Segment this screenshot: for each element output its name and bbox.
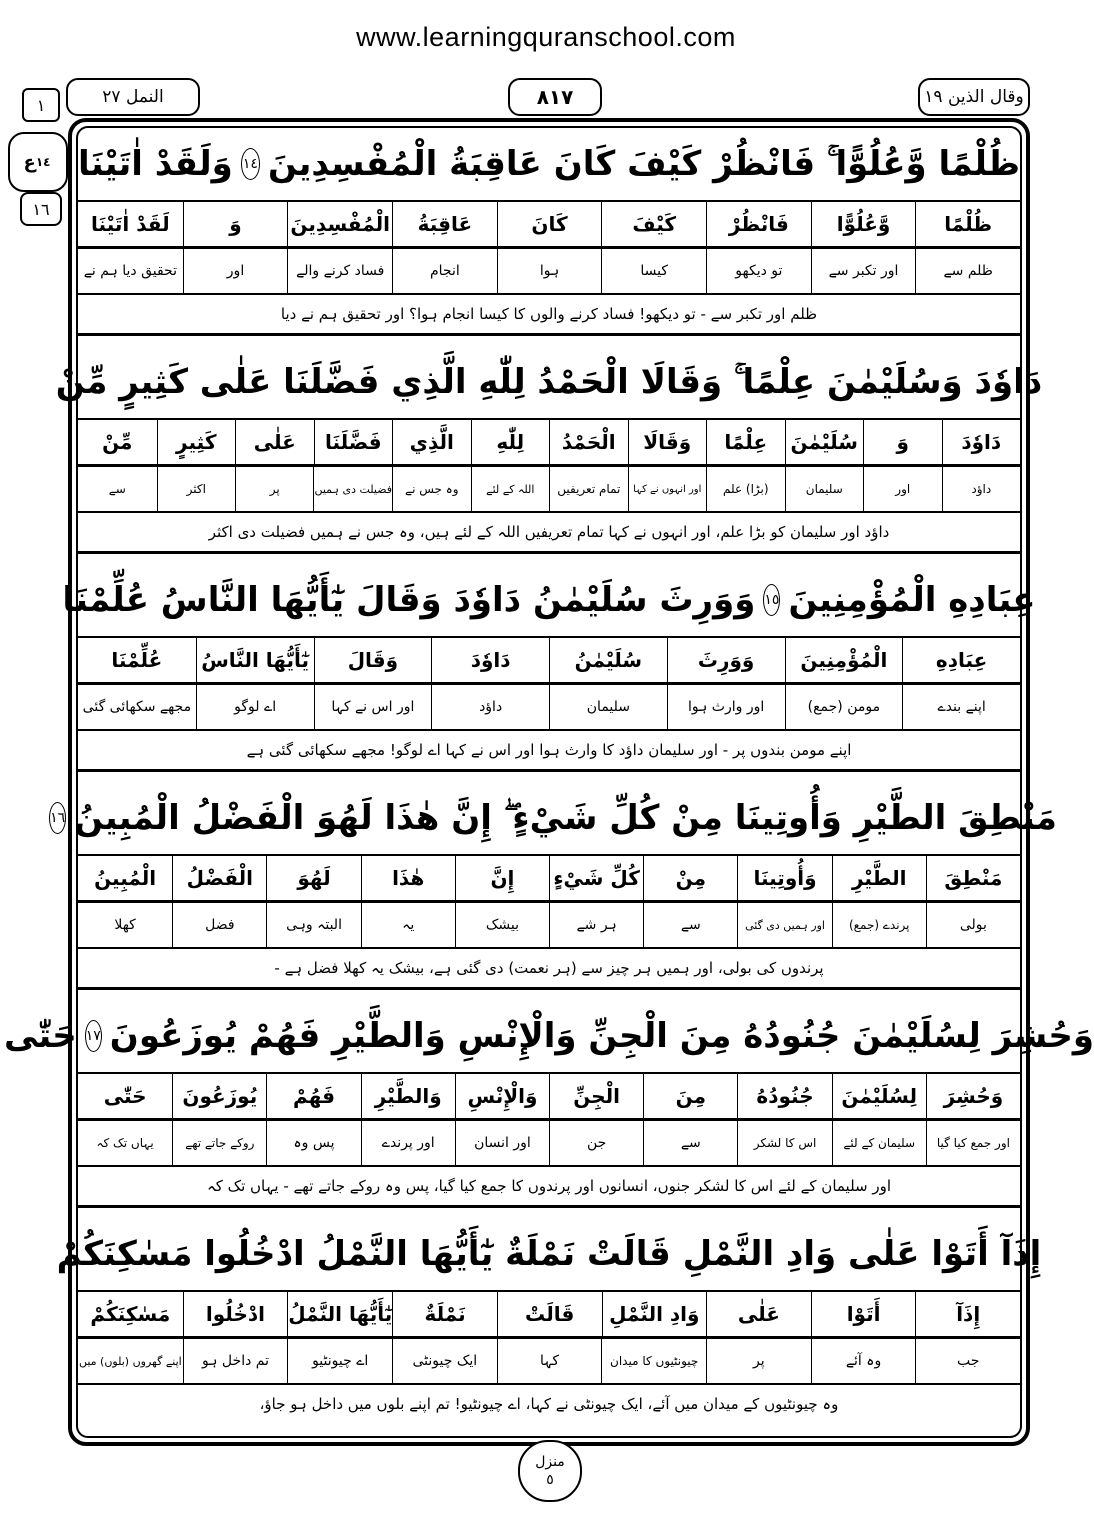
verse-block-4: [50, 782, 1057, 990]
word-cell: مِّنْ: [78, 420, 157, 465]
surah-title: النمل ٢٧: [102, 87, 164, 107]
word-cell: حَتّٰى: [78, 1074, 172, 1119]
word-cell: عَلٰى: [706, 1292, 811, 1337]
word-cell: عُلِّمْنَا: [78, 638, 196, 683]
meaning-cell: پس وہ: [266, 1121, 360, 1165]
arabic-text: وَحُشِرَ لِسُلَيْمٰنَ جُنُودُهُ مِنَ الْجِنِّ وَالْإِنْسِ وَالطَّيْرِ فَهُمْ يُوزَعُونَ: [109, 1016, 1094, 1056]
meaning-cell: (بڑا) علم: [706, 467, 785, 511]
word-cell: وَادِ النَّمْلِ: [602, 1292, 707, 1337]
arabic-line: [50, 782, 1057, 856]
arabic-tail: حَتّٰى: [3, 1016, 77, 1056]
word-cell: هٰذَا: [361, 856, 455, 901]
verse-block-2: [55, 346, 1043, 554]
word-row: [78, 202, 1020, 249]
meaning-row: [78, 1339, 1020, 1385]
meaning-row: [78, 1121, 1020, 1167]
word-cell: الْفَضْلُ: [172, 856, 266, 901]
meaning-cell: اور: [863, 467, 942, 511]
word-cell: وَالطَّيْرِ: [361, 1074, 455, 1119]
arabic-line: [3, 1000, 1094, 1074]
meaning-cell: اور وارث ہوا: [667, 685, 785, 729]
arabic-line: [78, 128, 1020, 202]
meaning-cell: یہاں تک کہ: [96, 1136, 154, 1150]
word-cell: كَانَ: [497, 202, 602, 247]
meaning-cell: روکے جاتے تھے: [172, 1121, 266, 1165]
meaning-cell: اور پرندے: [361, 1121, 455, 1165]
ruku-number: ١٤: [35, 155, 51, 169]
meaning-cell: وہ آئے: [811, 1339, 916, 1383]
meaning-cell: اکثر: [157, 467, 236, 511]
arabic-line: [56, 1218, 1042, 1292]
meaning-cell: فضل: [172, 903, 266, 947]
word-cell: إِنَّ: [455, 856, 549, 901]
word-cell: فَضَّلَنَا: [314, 420, 393, 465]
word-row: [78, 1292, 1020, 1339]
meaning-cell: سے: [643, 903, 737, 947]
verse-block-3: [62, 564, 1036, 772]
word-cell: الْجِنِّ: [549, 1074, 643, 1119]
word-cell: الْمُفْسِدِينَ: [287, 202, 392, 247]
meaning-row: [78, 903, 1020, 949]
meaning-cell: چیونٹیوں کا میدان: [601, 1339, 706, 1383]
word-cell: وَقَالَ: [314, 638, 432, 683]
meaning-cell: بولی: [926, 903, 1020, 947]
word-cell: مَنْطِقَ: [926, 856, 1020, 901]
arabic-text: ظُلْمًا وَّعُلُوًّا ۚ فَانْظُرْ كَيْفَ كَانَ عَاقِبَةُ الْمُفْسِدِينَ: [267, 144, 1020, 184]
website-url[interactable]: www.learningquranschool.com: [356, 22, 736, 52]
meaning-cell: سلیمان کے لئے: [832, 1121, 926, 1165]
meaning-cell: جن: [549, 1121, 643, 1165]
word-cell: كَثِيرٍ: [157, 420, 236, 465]
meaning-row: [78, 685, 1020, 731]
meaning-row: [78, 249, 1020, 295]
meaning-cell: تحقیق دیا ہم نے: [83, 263, 177, 279]
meaning-cell: سلیمان: [785, 467, 863, 511]
word-cell: ظُلْمًا: [915, 202, 1020, 247]
meaning-cell: اس کا لشکر: [737, 1121, 831, 1165]
ruku-sign: ع: [23, 151, 36, 173]
ayah-number-marker: ١٤: [241, 148, 260, 180]
meaning-cell: اور تکبر سے: [811, 249, 916, 293]
meaning-cell: اے لوگو: [196, 685, 314, 729]
word-row: [78, 1074, 1020, 1121]
translation-line: اپنے مومن بندوں پر - اور سلیمان داؤد کا وارث ہوا اور اس نے کہا اے لوگو! مجھے سکھائی گئی ہے: [78, 731, 1020, 772]
word-cell: ادْخُلُوا: [183, 1292, 288, 1337]
meaning-cell: اور اس نے کہا: [314, 685, 432, 729]
meaning-row: [78, 467, 1020, 513]
side-marker-top: [22, 88, 60, 122]
surah-title-badge: [66, 78, 200, 116]
word-cell: دَاوٗدَ: [942, 420, 1021, 465]
meaning-cell: یہ: [361, 903, 455, 947]
meaning-cell: مومن (جمع): [785, 685, 903, 729]
word-cell: مَسٰكِنَكُمْ: [78, 1292, 183, 1337]
meaning-cell: پر: [706, 1339, 811, 1383]
word-cell: لِلّٰهِ: [471, 420, 550, 465]
ayah-number-marker: ١٦: [49, 802, 66, 834]
manzil-badge: [518, 1440, 582, 1502]
meaning-cell: داؤد: [431, 685, 549, 729]
ayah-number-marker: ١٥: [763, 584, 780, 616]
arabic-text: إِذَآ أَتَوْا عَلٰى وَادِ النَّمْلِ قَالَتْ نَمْلَةٌ يٰٓأَيُّهَا النَّمْلُ ادْخُلُوا مَسٰكِنَكُمْ: [56, 1234, 1042, 1274]
word-cell: الَّذِي: [392, 420, 471, 465]
word-cell: الْحَمْدُ: [549, 420, 628, 465]
ruku-octagon: [8, 132, 68, 192]
arabic-tail: وَوَرِثَ سُلَيْمٰنُ دَاوٗدَ وَقَالَ يٰٓأَيُّهَا النَّاسُ عُلِّمْنَا: [62, 580, 756, 620]
para-title: وقال الذين ١٩: [924, 87, 1024, 107]
word-cell: كَيْفَ: [601, 202, 706, 247]
meaning-cell: ظلم سے: [915, 249, 1020, 293]
meaning-cell: سے: [643, 1121, 737, 1165]
page-number-badge: [508, 78, 602, 116]
meaning-cell: اللہ کے لئے: [471, 467, 550, 511]
word-row: [78, 420, 1020, 467]
meaning-cell: اپنے گھروں (بلوں) میں: [78, 1354, 182, 1368]
word-cell: يٰٓأَيُّهَا النَّاسُ: [196, 638, 314, 683]
meaning-cell: کھلا: [114, 917, 136, 933]
word-cell: وَوَرِثَ: [667, 638, 785, 683]
meaning-cell: پرندے (جمع): [832, 903, 926, 947]
word-cell: وَالْإِنْسِ: [455, 1074, 549, 1119]
arabic-tail: وَلَقَدْ اٰتَيْنَا: [78, 144, 233, 184]
meaning-cell: کہا: [497, 1339, 602, 1383]
page-frame: [3, 126, 1094, 1438]
ayah-number-marker: ١٧: [85, 1020, 102, 1052]
word-cell: وَحُشِرَ: [926, 1074, 1020, 1119]
meaning-cell: وہ جس نے: [392, 467, 471, 511]
ruku-count-hexagon: [20, 192, 62, 226]
translation-line: داؤد اور سلیمان کو بڑا علم، اور انہوں نے کہا تمام تعریفیں اللہ کے لئے ہیں، وہ جس نے ہمیں فضیلت دی اکثر: [78, 513, 1020, 554]
meaning-cell: البتہ وہی: [266, 903, 360, 947]
word-cell: وَّعُلُوًّا: [811, 202, 916, 247]
word-cell: يٰٓأَيُّهَا النَّمْلُ: [287, 1292, 392, 1337]
arabic-line: [62, 564, 1036, 638]
meaning-cell: اور: [183, 249, 288, 293]
verse-block-1: [78, 128, 1020, 336]
word-cell: قَالَتْ: [497, 1292, 602, 1337]
word-row: [78, 856, 1020, 903]
word-cell: لَقَدْ اٰتَيْنَا: [78, 202, 183, 247]
meaning-cell: اے چیونٹیو: [287, 1339, 392, 1383]
meaning-cell: ایک چیونٹی: [392, 1339, 497, 1383]
meaning-cell: فساد کرنے والے: [287, 249, 392, 293]
page-number: ٨١٧: [536, 85, 574, 109]
translation-line: اور سلیمان کے لئے اس کا لشکر جنوں، انسانوں اور پرندوں کا جمع کیا گیا، پس وہ روکے جاتے تھے - یہاں تک کہ: [78, 1167, 1020, 1208]
meaning-cell: اپنے بندے: [902, 685, 1020, 729]
side-marker-top-text: ١: [36, 95, 46, 115]
arabic-text: مَنْطِقَ الطَّيْرِ وَأُوتِينَا مِنْ كُلِّ شَيْءٍ ۖ إِنَّ هٰذَا لَهُوَ الْفَضْلُ الْمُبِينُ: [74, 798, 1057, 838]
meaning-cell: کیسا: [601, 249, 706, 293]
word-cell: إِذَآ: [915, 1292, 1020, 1337]
word-cell: يُوزَعُونَ: [172, 1074, 266, 1119]
word-cell: لَهُوَ: [266, 856, 360, 901]
translation-line: ظلم اور تکبر سے - تو دیکھو! فساد کرنے والوں کا کیسا انجام ہوا؟ اور تحقیق ہم نے دیا: [78, 295, 1020, 336]
verse-block-5: [3, 1000, 1094, 1208]
meaning-cell: تو دیکھو: [706, 249, 811, 293]
word-cell: مِنَ: [643, 1074, 737, 1119]
arabic-line: [55, 346, 1043, 420]
word-cell: وَقَالَا: [628, 420, 707, 465]
translation-line: وہ چیونٹیوں کے میدان میں آئے، ایک چیونٹی نے کہا، اے چیونٹیو! تم اپنے بلوں میں داخل ہو جاؤ،: [259, 1395, 839, 1413]
meaning-cell: ہر شے: [549, 903, 643, 947]
translation-line: پرندوں کی بولی، اور ہمیں ہر چیز سے (ہر نعمت) دی گئی ہے، بیشک یہ کھلا فضل ہے -: [78, 949, 1020, 990]
word-cell: لِسُلَيْمٰنَ: [832, 1074, 926, 1119]
word-cell: الطَّيْرِ: [832, 856, 926, 901]
word-cell: فَهُمْ: [266, 1074, 360, 1119]
word-cell: نَمْلَةٌ: [392, 1292, 497, 1337]
meaning-cell: سلیمان: [549, 685, 667, 729]
arabic-text: عِبَادِهِ الْمُؤْمِنِينَ: [788, 580, 1036, 620]
word-cell: عَلٰى: [235, 420, 314, 465]
meaning-cell: جب: [915, 1339, 1020, 1383]
meaning-cell: اور ہمیں دی گئی: [737, 903, 831, 947]
meaning-cell: پر: [235, 467, 313, 511]
meaning-cell: داؤد: [942, 467, 1020, 511]
word-cell: سُلَيْمٰنُ: [549, 638, 667, 683]
word-cell: عَاقِبَةُ: [392, 202, 497, 247]
manzil-label: منزل: [535, 1454, 565, 1470]
word-cell: وَأُوتِينَا: [737, 856, 831, 901]
word-cell: عِلْمًا: [706, 420, 785, 465]
verse-block-6: [56, 1218, 1042, 1423]
meaning-cell: تمام تعریفیں: [549, 467, 627, 511]
ruku-count: ١٦: [32, 199, 50, 219]
word-cell: أَتَوْا: [811, 1292, 916, 1337]
meaning-cell: ہوا: [497, 249, 602, 293]
word-cell: فَانْظُرْ: [706, 202, 811, 247]
word-cell: دَاوٗدَ: [431, 638, 549, 683]
arabic-text: دَاوٗدَ وَسُلَيْمٰنَ عِلْمًا ۚ وَقَالَا الْحَمْدُ لِلّٰهِ الَّذِي فَضَّلَنَا عَلٰى كَثِيرٍ مِّنْ: [55, 362, 1043, 402]
word-cell: سُلَيْمٰنَ: [785, 420, 864, 465]
word-cell: كُلِّ شَيْءٍ: [549, 856, 643, 901]
word-cell: جُنُودُهُ: [737, 1074, 831, 1119]
manzil-number: ٥: [546, 1472, 554, 1488]
para-title-badge: [918, 78, 1030, 116]
meaning-cell: تم داخل ہو: [183, 1339, 288, 1383]
meaning-cell: اور جمع کیا گیا: [926, 1121, 1020, 1165]
word-cell: وَ: [183, 202, 288, 247]
meaning-cell: انجام: [392, 249, 497, 293]
word-cell: وَ: [863, 420, 942, 465]
meaning-cell: بیشک: [455, 903, 549, 947]
meaning-cell: فضیلت دی ہمیں: [313, 467, 392, 511]
meaning-cell: اور انہوں نے کہا: [628, 467, 707, 511]
word-cell: الْمُؤْمِنِينَ: [785, 638, 903, 683]
word-cell: الْمُبِينُ: [78, 856, 172, 901]
meaning-cell: سے: [108, 482, 126, 496]
word-cell: عِبَادِهِ: [902, 638, 1020, 683]
word-cell: مِنْ: [643, 856, 737, 901]
meaning-cell: مجھے سکھائی گئی: [82, 699, 192, 715]
word-row: [78, 638, 1020, 685]
meaning-cell: اور انسان: [455, 1121, 549, 1165]
